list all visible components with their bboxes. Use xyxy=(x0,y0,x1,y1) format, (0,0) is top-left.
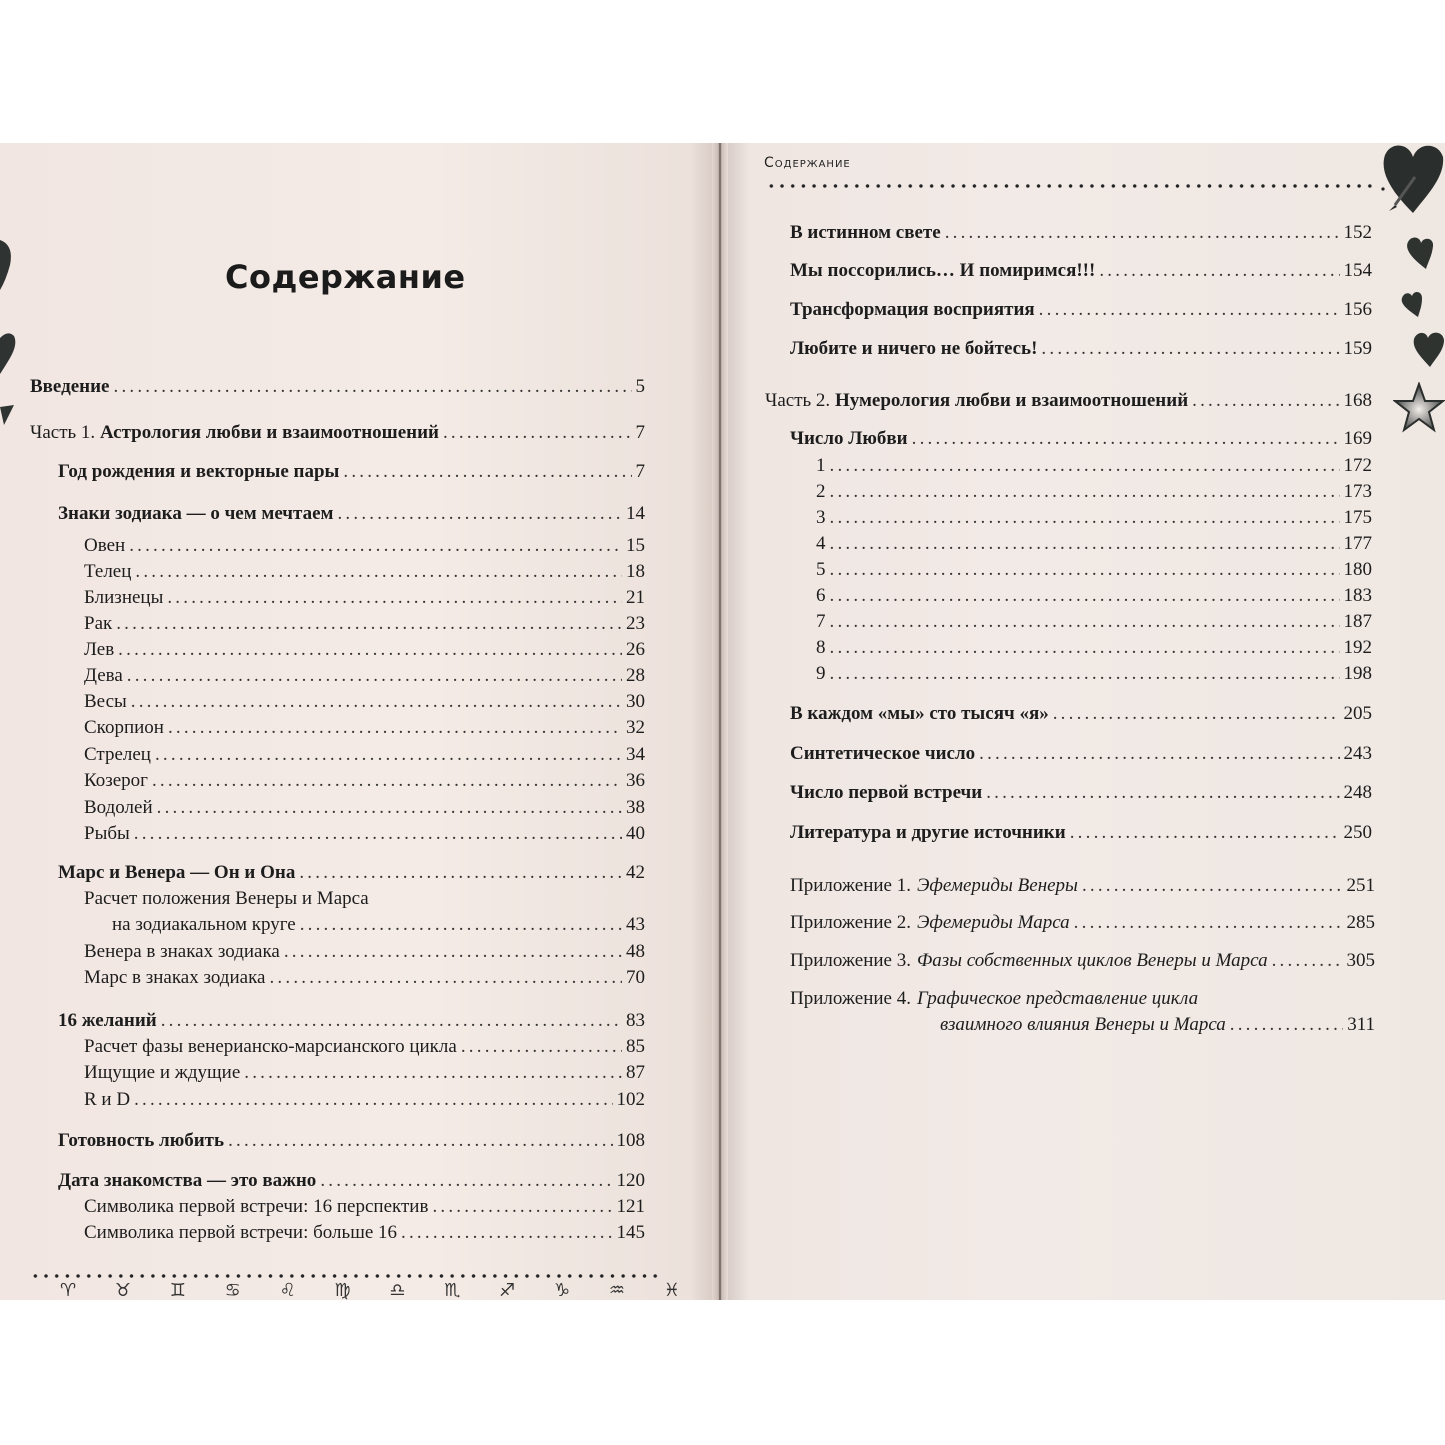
dot-leader xyxy=(986,782,1339,804)
page-number: 192 xyxy=(1343,637,1372,658)
toc-entry-title xyxy=(58,1010,157,1032)
toc-entry-title xyxy=(816,559,826,581)
book-gutter xyxy=(712,143,728,1300)
toc-entry-label: Любите и ничего не бойтесь! xyxy=(790,338,1038,359)
toc-entry-title xyxy=(84,535,125,557)
toc-entry-label: Дева xyxy=(84,665,123,686)
page-title: Содержание xyxy=(225,258,466,296)
toc-entry-label: Рыбы xyxy=(84,823,130,844)
page-number: 198 xyxy=(1343,663,1372,684)
page-number: 121 xyxy=(616,1196,645,1217)
zodiac-glyph-icon: ♊ xyxy=(169,1280,186,1301)
page-number: 285 xyxy=(1346,912,1375,933)
toc-entry xyxy=(84,691,645,713)
page-number: 15 xyxy=(626,535,645,556)
toc-entry-prefix: Часть 1. xyxy=(30,422,100,443)
zodiac-glyph-icon: ♐ xyxy=(499,1280,516,1301)
dot-leader xyxy=(118,639,622,661)
toc-entry-title xyxy=(816,481,826,503)
dot-leader xyxy=(114,376,632,398)
page-number: 34 xyxy=(626,744,645,765)
toc-entry xyxy=(816,455,1372,477)
toc-entry-title xyxy=(790,782,982,804)
toc-entry-title xyxy=(84,613,112,635)
dot-leader xyxy=(830,559,1340,581)
dot-leader xyxy=(228,1130,612,1152)
page-number: 40 xyxy=(626,823,645,844)
toc-entry-label: R и D xyxy=(84,1089,131,1110)
toc-entry xyxy=(790,950,1375,972)
dot-leader xyxy=(244,1062,622,1084)
dot-leader xyxy=(432,1196,612,1218)
toc-entry xyxy=(84,535,645,557)
dot-leader xyxy=(129,535,622,557)
dot-leader xyxy=(1272,950,1343,972)
page-number: 145 xyxy=(616,1222,645,1243)
toc-entry xyxy=(84,639,645,661)
dot-leader xyxy=(401,1222,612,1244)
toc-entry-label: Мы поссорились… И помиримся!!! xyxy=(790,260,1096,281)
dot-leader xyxy=(830,663,1340,685)
toc-entry xyxy=(816,611,1372,633)
page-number: 23 xyxy=(626,613,645,634)
dot-leader xyxy=(284,941,622,963)
toc-entry-label: Эфемериды Марса xyxy=(916,912,1070,933)
toc-entry xyxy=(58,1130,645,1152)
toc-entry-label: Овен xyxy=(84,535,126,556)
toc-entry-label: Число первой встречи xyxy=(790,782,983,803)
toc-entry xyxy=(84,1196,645,1218)
toc-entry-label: 7 xyxy=(816,611,826,632)
toc-entry xyxy=(816,663,1372,685)
toc-entry-title xyxy=(816,637,826,659)
dot-leader xyxy=(1230,1014,1343,1036)
page-number: 70 xyxy=(626,967,645,988)
toc-entry-label: 8 xyxy=(816,637,826,658)
toc-entry xyxy=(816,481,1372,503)
page-number: 177 xyxy=(1343,533,1372,554)
toc-entry-prefix: Приложение 2. xyxy=(790,912,911,933)
toc-entry-label: Трансформация восприятия xyxy=(790,299,1035,320)
toc-entry-label: Эфемериды Венеры xyxy=(916,875,1078,896)
toc-entry-label: Синтетическое число xyxy=(790,743,976,764)
toc-entry-title xyxy=(84,797,153,819)
toc-entry-title xyxy=(816,585,826,607)
toc-entry-title xyxy=(790,988,1198,1010)
dot-leader xyxy=(299,862,622,884)
toc-entry-title xyxy=(84,717,164,739)
toc-entry-prefix: Приложение 4. xyxy=(790,988,911,1009)
toc-entry-label: Марс и Венера — Он и Она xyxy=(58,862,296,883)
dot-leader xyxy=(830,585,1340,607)
page-number: 251 xyxy=(1346,875,1375,896)
toc-entry-label: Ищущие и ждущие xyxy=(84,1062,241,1083)
toc-entry-title xyxy=(790,822,1066,844)
dot-leader xyxy=(1039,299,1340,321)
page-number: 250 xyxy=(1343,822,1372,843)
toc-entry xyxy=(790,988,1375,1010)
dot-leader xyxy=(127,665,622,687)
toc-entry xyxy=(84,1089,645,1111)
toc-entry xyxy=(790,875,1375,897)
toc-entry-title xyxy=(84,561,131,583)
toc-entry xyxy=(816,585,1372,607)
toc-entry xyxy=(790,260,1372,282)
page-number: 5 xyxy=(635,376,645,397)
toc-entry-label: Графическое представление цикла xyxy=(916,988,1199,1009)
toc-entry xyxy=(790,299,1372,321)
dot-leader xyxy=(830,481,1340,503)
dot-leader xyxy=(135,561,622,583)
toc-entry-label: Скорпион xyxy=(84,717,164,738)
toc-entry-label: 1 xyxy=(816,455,826,476)
page-number: 28 xyxy=(626,665,645,686)
heart-icon xyxy=(1400,290,1424,318)
toc-entry-label: В истинном свете xyxy=(790,222,941,243)
toc-entry-prefix: Приложение 1. xyxy=(790,875,911,896)
page-number: 38 xyxy=(626,797,645,818)
toc-entry-label: Козерог xyxy=(84,770,148,791)
toc-entry-title xyxy=(765,390,1188,412)
dot-leader xyxy=(269,967,622,989)
page-number: 87 xyxy=(626,1062,645,1083)
toc-entry xyxy=(84,613,645,635)
toc-entry-label: Марс в знаках зодиака xyxy=(84,967,266,988)
toc-entry-title xyxy=(30,422,439,444)
toc-entry-label: 2 xyxy=(816,481,826,502)
toc-entry-label: Символика первой встречи: больше 16 xyxy=(84,1222,398,1243)
page-number: 108 xyxy=(616,1130,645,1151)
zodiac-row xyxy=(60,1280,680,1301)
page-number: 7 xyxy=(635,461,645,482)
page-number: 7 xyxy=(635,422,645,443)
dot-leader xyxy=(979,743,1339,765)
toc-entry-title xyxy=(790,950,1268,972)
dot-leader xyxy=(1070,822,1340,844)
page-number: 187 xyxy=(1343,611,1372,632)
toc-entry-label: Близнецы xyxy=(84,587,164,608)
page-number: 156 xyxy=(1343,299,1372,320)
toc-entry-title xyxy=(816,533,826,555)
dot-leader xyxy=(134,823,622,845)
toc-entry-title xyxy=(84,587,163,609)
toc-entry-label: Расчет фазы венерианско-марсианского цикла xyxy=(84,1036,457,1057)
zodiac-glyph-icon: ♎ xyxy=(389,1280,406,1301)
toc-entry-label: Введение xyxy=(30,376,110,397)
heart-icon xyxy=(0,240,14,290)
arrow-icon xyxy=(0,405,14,427)
zodiac-glyph-icon: ♓ xyxy=(663,1280,680,1301)
toc-entry-title xyxy=(112,914,296,936)
toc-entry-label: Нумерология любви и взаимоотношений xyxy=(834,390,1189,411)
page-number: 243 xyxy=(1343,743,1372,764)
toc-entry xyxy=(84,888,645,910)
page-number: 205 xyxy=(1343,703,1372,724)
star-icon xyxy=(1393,382,1445,434)
dot-leader xyxy=(830,611,1340,633)
dot-leader xyxy=(155,744,622,766)
page-number: 311 xyxy=(1347,1014,1375,1035)
page-number: 42 xyxy=(626,862,645,883)
toc-entry-title xyxy=(790,222,941,244)
toc-entry xyxy=(940,1014,1375,1036)
dot-leader xyxy=(830,455,1340,477)
toc-entry-title xyxy=(58,1130,224,1152)
page-number: 26 xyxy=(626,639,645,660)
page-number: 43 xyxy=(626,914,645,935)
toc-entry-title xyxy=(58,1170,316,1192)
toc-entry-title xyxy=(84,1036,457,1058)
toc-entry-title xyxy=(84,744,151,766)
heart-icon xyxy=(1404,236,1434,270)
toc-entry-title xyxy=(816,507,826,529)
toc-entry-title xyxy=(84,1222,397,1244)
toc-entry xyxy=(765,390,1372,412)
toc-entry-title xyxy=(84,1062,240,1084)
page-number: 173 xyxy=(1343,481,1372,502)
page-number: 102 xyxy=(616,1089,645,1110)
toc-entry xyxy=(816,559,1372,581)
toc-entry-label: Стрелец xyxy=(84,744,151,765)
zodiac-glyph-icon: ♈ xyxy=(60,1280,77,1301)
toc-entry-label: Фазы собственных циклов Венеры и Марса xyxy=(916,950,1268,971)
toc-entry-title xyxy=(58,862,295,884)
toc-entry-label: Год рождения и векторные пары xyxy=(58,461,340,482)
toc-entry xyxy=(790,703,1372,725)
page-number: 183 xyxy=(1343,585,1372,606)
zodiac-glyph-icon: ♍ xyxy=(334,1280,351,1301)
heart-icon xyxy=(1412,330,1445,368)
dot-leader xyxy=(167,587,622,609)
toc-entry-title xyxy=(790,338,1037,360)
dot-leader xyxy=(945,222,1340,244)
toc-entry-title xyxy=(84,691,127,713)
page-number: 14 xyxy=(626,503,645,524)
page-number: 30 xyxy=(626,691,645,712)
toc-entry-title xyxy=(790,875,1078,897)
toc-entry-label: 4 xyxy=(816,533,826,554)
toc-entry xyxy=(30,422,645,444)
dot-leader xyxy=(912,428,1340,450)
toc-entry-label: В каждом «мы» сто тысяч «я» xyxy=(790,703,1049,724)
page-number: 83 xyxy=(626,1010,645,1031)
toc-entry xyxy=(816,533,1372,555)
toc-entry xyxy=(84,744,645,766)
page-number: 21 xyxy=(626,587,645,608)
dot-leader xyxy=(461,1036,622,1058)
toc-entry-title xyxy=(790,743,975,765)
running-head: Содержание xyxy=(764,155,851,171)
toc-entry-label: Дата знакомства — это важно xyxy=(58,1170,317,1191)
toc-entry-label: Число Любви xyxy=(790,428,908,449)
toc-entry xyxy=(790,782,1372,804)
zodiac-glyph-icon: ♏ xyxy=(444,1280,461,1301)
toc-entry-title xyxy=(84,770,148,792)
dot-leader xyxy=(300,914,622,936)
toc-entry-title xyxy=(790,912,1070,934)
toc-entry-title xyxy=(790,299,1035,321)
toc-entry xyxy=(30,376,645,398)
dot-leader xyxy=(320,1170,612,1192)
toc-entry-label: Знаки зодиака — о чем мечтаем xyxy=(58,503,334,524)
toc-entry-label: Рак xyxy=(84,613,113,634)
dot-leader xyxy=(152,770,622,792)
toc-entry xyxy=(790,912,1375,934)
dot-leader xyxy=(1041,338,1339,360)
toc-entry-label: Весы xyxy=(84,691,127,712)
toc-entry-title xyxy=(30,376,110,398)
toc-entry-title xyxy=(84,823,130,845)
toc-entry-label: 3 xyxy=(816,507,826,528)
dot-leader xyxy=(443,422,632,444)
toc-entry-title xyxy=(84,1089,130,1111)
toc-entry-label: 9 xyxy=(816,663,826,684)
dot-leader xyxy=(1053,703,1340,725)
toc-entry-title xyxy=(790,703,1049,725)
dot-leader xyxy=(116,613,622,635)
toc-entry xyxy=(816,637,1372,659)
toc-entry-title xyxy=(84,888,369,910)
page-number: 32 xyxy=(626,717,645,738)
toc-entry-title xyxy=(816,663,826,685)
toc-entry-title xyxy=(816,455,826,477)
toc-entry-label: на зодиакальном круге xyxy=(112,914,296,935)
dot-leader xyxy=(134,1089,612,1111)
page-number: 305 xyxy=(1346,950,1375,971)
page-number: 152 xyxy=(1343,222,1372,243)
toc-entry xyxy=(84,1036,645,1058)
toc-entry-label: Телец xyxy=(84,561,132,582)
heart-icon xyxy=(0,330,18,378)
toc-entry-prefix: Приложение 3. xyxy=(790,950,911,971)
toc-entry xyxy=(84,665,645,687)
toc-entry-label: Символика первой встречи: 16 перспектив xyxy=(84,1196,429,1217)
toc-entry xyxy=(84,717,645,739)
dot-leader xyxy=(168,717,622,739)
toc-entry xyxy=(790,428,1372,450)
toc-entry-title xyxy=(84,639,114,661)
dot-leader xyxy=(157,797,622,819)
toc-entry xyxy=(112,914,645,936)
page-number: 85 xyxy=(626,1036,645,1057)
zodiac-glyph-icon: ♑ xyxy=(554,1280,571,1301)
toc-entry xyxy=(816,507,1372,529)
toc-entry xyxy=(84,1222,645,1244)
page-number: 120 xyxy=(616,1170,645,1191)
page-number: 154 xyxy=(1343,260,1372,281)
toc-entry xyxy=(58,862,645,884)
page-number: 159 xyxy=(1343,338,1372,359)
dot-leader xyxy=(343,461,631,483)
toc-entry-prefix: Часть 2. xyxy=(765,390,835,411)
toc-entry xyxy=(790,222,1372,244)
toc-entry-label: 6 xyxy=(816,585,826,606)
toc-entry-label: Водолей xyxy=(84,797,153,818)
toc-entry xyxy=(790,822,1372,844)
zodiac-glyph-icon: ♒ xyxy=(608,1280,626,1301)
toc-entry xyxy=(84,1062,645,1084)
page-number: 175 xyxy=(1343,507,1372,528)
dot-leader xyxy=(1099,260,1339,282)
toc-entry-title xyxy=(940,1014,1226,1036)
toc-entry-label: Готовность любить xyxy=(58,1130,225,1151)
toc-entry-title xyxy=(84,941,280,963)
toc-entry-title xyxy=(58,503,333,525)
dot-leader xyxy=(830,637,1340,659)
toc-entry-title xyxy=(84,1196,428,1218)
page-number: 172 xyxy=(1343,455,1372,476)
toc-entry-label: Астрология любви и взаимоотношений xyxy=(99,422,439,443)
toc-entry xyxy=(84,797,645,819)
zodiac-glyph-icon: ♉ xyxy=(114,1280,132,1301)
toc-entry-label: Лев xyxy=(84,639,115,660)
toc-entry xyxy=(58,461,645,483)
heart-with-arrow-icon xyxy=(1375,143,1445,215)
toc-entry xyxy=(58,1010,645,1032)
zodiac-glyph-icon: ♋ xyxy=(224,1280,241,1301)
toc-entry-label: 16 желаний xyxy=(58,1010,157,1031)
toc-entry-title xyxy=(790,428,908,450)
dot-leader xyxy=(1074,912,1343,934)
dot-leader xyxy=(830,507,1340,529)
page-number: 36 xyxy=(626,770,645,791)
toc-entry xyxy=(84,587,645,609)
toc-entry-title xyxy=(84,967,265,989)
toc-entry-title xyxy=(790,260,1095,282)
toc-entry-title xyxy=(816,611,826,633)
toc-entry xyxy=(58,503,645,525)
page-number: 168 xyxy=(1343,390,1372,411)
page-number: 248 xyxy=(1343,782,1372,803)
toc-entry xyxy=(84,823,645,845)
dot-leader xyxy=(1082,875,1343,897)
toc-entry-label: Литература и другие источники xyxy=(790,822,1066,843)
dot-leader xyxy=(131,691,622,713)
toc-entry-title xyxy=(58,461,339,483)
toc-entry xyxy=(790,338,1372,360)
toc-entry-label: 5 xyxy=(816,559,826,580)
dot-leader xyxy=(1192,390,1339,412)
toc-entry xyxy=(84,770,645,792)
toc-entry xyxy=(84,941,645,963)
page-number: 18 xyxy=(626,561,645,582)
dot-leader xyxy=(161,1010,622,1032)
dot-leader xyxy=(830,533,1340,555)
toc-entry xyxy=(790,743,1372,765)
dot-leader xyxy=(337,503,622,525)
toc-entry-label: Расчет положения Венеры и Марса xyxy=(84,888,369,909)
toc-entry xyxy=(84,561,645,583)
page-number: 180 xyxy=(1343,559,1372,580)
toc-entry-label: Венера в знаках зодиака xyxy=(84,941,280,962)
dotted-divider xyxy=(766,183,1374,189)
page-number: 48 xyxy=(626,941,645,962)
toc-entry xyxy=(58,1170,645,1192)
toc-entry-title xyxy=(84,665,123,687)
zodiac-glyph-icon: ♌ xyxy=(279,1280,296,1301)
toc-entry xyxy=(84,967,645,989)
page-number: 169 xyxy=(1343,428,1372,449)
dotted-divider xyxy=(30,1273,660,1279)
toc-entry-label: взаимного влияния Венеры и Марса xyxy=(940,1014,1226,1035)
